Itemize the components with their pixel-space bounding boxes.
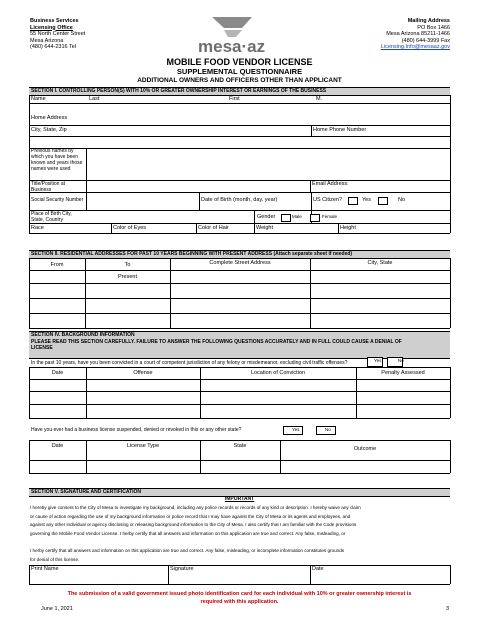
- label-female: Female: [322, 214, 338, 219]
- office-phone: (480) 644-2316 Tel: [30, 44, 77, 50]
- consent-line-3: against any other individual or agency disclosing or releasing background information to the City of Mesa. I also certify that I am familiar with the Code provisions: [30, 522, 357, 527]
- label-weight: Weight: [256, 225, 274, 231]
- section5-heading: SECTION V. SIGNATURE AND CERTIFICATION: [31, 489, 142, 495]
- mailing-city: Mesa Arizona 85211-1466: [386, 31, 450, 37]
- email-link[interactable]: Licensing.Info@mesaaz.gov: [380, 44, 450, 50]
- id-notice-line-2: required with this application.: [200, 599, 279, 605]
- header-city-state: City, State: [367, 260, 393, 266]
- section2-heading: SECTION II. RESIDENTIAL ADDRESSES FOR PAST 10 YEARS BEGINNING WITH PRESENT ADDRESS (Attach separate sheet if needed): [31, 251, 353, 257]
- header-to: To: [124, 262, 131, 268]
- label-home-address: Home Address: [31, 115, 68, 121]
- mailing-heading: Mailing Address: [407, 18, 450, 24]
- label-convicted-yes: Yes: [374, 358, 382, 363]
- logo-text: mesa·az: [198, 37, 266, 54]
- label-first: First: [229, 96, 240, 102]
- label-eyes: Color of Eyes: [113, 225, 147, 231]
- citizen-no-checkbox[interactable]: [378, 197, 388, 205]
- header-penalty: Penalty Assessed: [381, 370, 425, 376]
- page-number: 3: [446, 606, 450, 612]
- id-notice: [29, 590, 450, 606]
- label-print-name: Print Name: [31, 566, 59, 572]
- header-conviction-date: Date: [51, 370, 64, 376]
- mesa-logo: [190, 14, 290, 54]
- mailing-pobox: PO Box 1466: [417, 24, 450, 31]
- office-subheading: Licensing Office: [30, 24, 73, 31]
- certify-line-1: I herby certify that all answers and information on this application are true and correct. Any false, misleading, or incomplete information constitutes grounds: [30, 548, 345, 553]
- label-title-position: Title/Position at Business: [31, 181, 65, 193]
- office-heading: Business Services: [30, 18, 79, 24]
- important-label: IMPORTANT: [224, 496, 255, 502]
- header-outcome: Outcome: [353, 446, 377, 452]
- label-place-of-birth: Place of Birth City, State, Country: [31, 211, 72, 223]
- label-height: Height: [340, 225, 356, 231]
- label-us-citizen: US Citizen?: [313, 197, 343, 203]
- mailing-fax: (480) 644-3999 Fax: [401, 37, 450, 44]
- label-previous-names: Previous names by which you have been known and years those names were used: [31, 148, 83, 172]
- label-signature: Signature: [170, 566, 194, 572]
- label-city-state-zip: City, State, Zip: [31, 127, 67, 133]
- header-location: Location of Conviction: [250, 370, 306, 376]
- form-subtitle: SUPPLEMENTAL QUESTIONNAIRE: [176, 67, 303, 76]
- certify-paragraph: [30, 547, 450, 564]
- label-sign-date: Date: [312, 566, 324, 572]
- label-convicted-no: No: [398, 358, 404, 363]
- office-address: [30, 18, 150, 51]
- gender-female-checkbox[interactable]: [310, 214, 320, 222]
- form-subtitle-2: ADDITIONAL OWNERS AND OFFICERS OTHER THAN APPLICANT: [137, 77, 342, 84]
- label-present: Present: [118, 274, 137, 280]
- label-last: Last: [89, 96, 100, 102]
- citizen-yes-checkbox[interactable]: [348, 197, 358, 205]
- label-home-phone: Home Phone Number: [313, 127, 367, 133]
- label-email: Email Address:: [312, 181, 349, 187]
- header-license-state: State: [233, 443, 247, 449]
- id-notice-line-1: The submission of a valid government issued photo identification card for each individual with 10% or greater ownership interest is: [67, 591, 412, 597]
- label-citizen-yes: Yes: [362, 197, 371, 203]
- header-license-date: Date: [51, 443, 64, 449]
- office-city: Mesa Arizona: [30, 37, 64, 44]
- header-license-type: License Type: [126, 443, 160, 449]
- section1-heading: SECTION I. CONTROLLING PERSON(S) WITH 10% OR GREATER OWNERSHIP INTEREST OR EARNINGS OF THE BUSINESS: [31, 88, 327, 94]
- header-street-address: Complete Street Address: [209, 260, 271, 266]
- header-from: From: [50, 262, 64, 268]
- label-name: Name: [31, 96, 46, 102]
- label-race: Race: [31, 225, 44, 231]
- consent-line-1: I hereby give consent to the City of Mesa to investigate my background, including any police records or records of any kind or description. I hereby waive any claim: [30, 505, 361, 510]
- consent-paragraph: [30, 504, 450, 538]
- label-mi: M.: [316, 96, 323, 102]
- header-offense: Offense: [133, 370, 153, 376]
- gender-male-checkbox[interactable]: [281, 214, 291, 222]
- section4-instruction: PLEASE READ THIS SECTION CAREFULLY. FAILURE TO ANSWER THE FOLLOWING QUESTIONS ACCURATELY AND IN FULL COULD CAUSE A DENIAL OF LICENSE: [31, 339, 402, 351]
- label-hair: Color of Hair: [198, 225, 229, 231]
- label-dob: Date of Birth (month, day, year): [201, 197, 278, 203]
- certify-line-2: for denial of this license.: [30, 556, 80, 562]
- section4-heading: SECTION IV. BACKGROUND INFORMATION: [31, 332, 135, 338]
- question-license-suspended: Have you ever had a business license suspended, denied or revoked in this or any other state?: [31, 427, 242, 433]
- mailing-address: [330, 18, 450, 51]
- label-ssn: Social Security Number: [31, 197, 84, 203]
- question-convicted: In the past 10 years, have you been convicted in a court of competent jurisdiction of any felony or misdemeanor, excluding civil traffic offenses?: [31, 360, 348, 366]
- label-citizen-no: No: [398, 197, 406, 203]
- consent-line-4: governing the Mobile Food Vendor License. I herby certify that all answers and information on this application are true and correct. Any false, misleading, or: [30, 530, 346, 536]
- consent-line-2: or cause of action regarding the use of my background information or police record that I may have against the City of Mesa or its agents and employees, and: [30, 513, 351, 519]
- footer-date: June 1, 2021: [41, 606, 73, 612]
- form-title: MOBILE FOOD VENDOR LICENSE: [166, 57, 313, 67]
- label-suspended-no: No: [325, 427, 331, 432]
- label-male: Male: [292, 214, 302, 219]
- label-gender: Gender: [257, 214, 276, 220]
- label-suspended-yes: Yes: [292, 427, 300, 432]
- office-street: 55 North Center Street: [30, 31, 86, 37]
